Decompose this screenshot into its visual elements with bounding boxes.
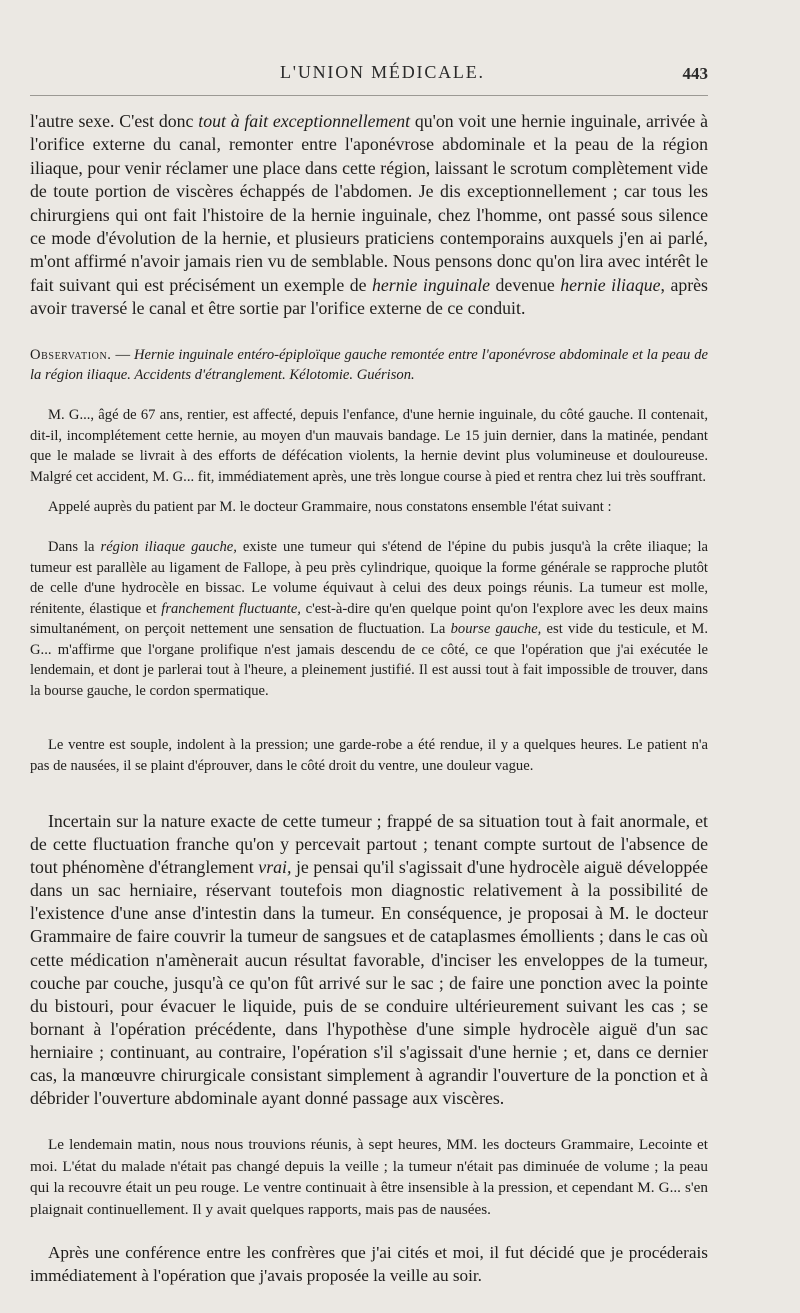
- observation-title: Hernie inguinale entéro-épiploïque gauche remontée entre l'aponévrose abdominale et la peau de la région iliaque. Accidents d'étranglement. Kélotomie. Guérison.: [30, 347, 708, 383]
- diagnosis-paragraph: [30, 810, 708, 1110]
- opening-paragraph: [30, 110, 708, 321]
- diagnosis-text-2: je pensai qu'il s'agissait d'une hydrocèle aiguë développée dans un sac herniaire, réservant toutefois mon diagnostic relativement à la possibilité de l'existence d'une anse d'intestin dans la tumeur. En conséquence, je proposai à M. le docteur Grammaire de faire couvrir la tumeur de sangsues et de cataplasmes émollients ; dans le cas où cette médication n'amènerait aucun résultat favorable, d'inciser les enveloppes de la tumeur, couche par couche, jusqu'à ce qu'on fût arrivé sur le sac ; de faire une ponction avec la pointe du bistouri, pour évacuer le liquide, puis de se conduire ultérieurement suivant les cas ; se bornant à l'opération précédente, dans l'hypothèse d'une simple hydrocèle aiguë d'un sac herniaire ; continuant, au contraire, l'opération s'il s'agissait d'une hernie ; et, dans ce dernier cas, la manœuvre chirurgicale consistant simplement à agrandir l'ouverture de la ponction et à débrider l'ouverture abdominale ayant donné passage aux viscères.: [30, 857, 708, 1109]
- observation-heading: [30, 345, 708, 385]
- opening-text-4: , après avoir traversé le canal et être sortie par l'orifice externe de ce conduit.: [30, 274, 708, 319]
- diagnosis-italic-1: vrai,: [258, 857, 292, 878]
- page-number: 443: [682, 64, 708, 83]
- case-history-paragraph: M. G..., âgé de 67 ans, rentier, est affecté, depuis l'enfance, d'une hernie inguinale, du côté gauche. Il contenait, dit-il, incomplétement cette hernie, au moyen d'un mauvais bandage. Le 15 juin dernier, dans la matinée, pendant que le malade se livrait à des efforts de défécation violents, la hernie devint plus volumineuse et douloureuse. Malgré cet accident, M. G... fit, immédiatement après, une très longue course à pied et rentra chez lui très souffrant.: [30, 407, 708, 485]
- observation-label: Observation.: [30, 347, 112, 363]
- next-morning-paragraph: Le lendemain matin, nous nous trouvions réunis, à sept heures, MM. les docteurs Grammaire, Lecointe et moi. L'état du malade n'était pas changé depuis la veille ; la tumeur n'était pas diminuée de volume ; la peau qui la recouvre était un peu rouge. Le ventre continuait à être insensible à la pression, et cependant M. G... s'en plaignait continuellement. Il y avait quelques rapports, mais pas de nausées.: [30, 1136, 708, 1218]
- tumor-text-4: est vide du testicule, et M. G... m'affirme que l'organe prolifique n'est jamais descendu de ce côté, ce que l'opération que j'ai exécutée le lendemain, et dont je parlerai tout à l'heure, a pleinement justifié. Il est aussi tout à fait impossible de trouver, dans la bourse gauche, le cordon spermatique.: [30, 621, 708, 699]
- decision-paragraph: Après une conférence entre les confrères que j'ai cités et moi, il fut décidé que je procéderais immédiatement à l'opération que j'avais proposée la veille au soir.: [30, 1243, 708, 1285]
- opening-italic-1: tout à fait exceptionnellement: [198, 111, 411, 131]
- observation-dash: —: [111, 347, 134, 363]
- header-rule: [30, 95, 708, 96]
- tumor-italic-2: franchement fluctuante,: [161, 600, 301, 617]
- opening-text-3: devenue: [490, 274, 561, 295]
- tumor-text-1: Dans la: [48, 539, 101, 555]
- tumor-text-3: c'est-à-dire qu'en quelque point qu'on l'explore avec les deux mains simultanément, on perçoit nettement une sensation de fluctuation. La: [30, 600, 709, 637]
- examination-intro-paragraph: Appelé auprès du patient par M. le docteur Grammaire, nous constatons ensemble l'état suivant :: [48, 499, 612, 515]
- abdomen-paragraph: Le ventre est souple, indolent à la pression; une garde-robe a été rendue, il y a quelques heures. Le patient n'a pas de nausées, il se plaint d'éprouver, dans le côté droit du ventre, une douleur vague.: [30, 737, 708, 774]
- diagnosis-text-1: Incertain sur la nature exacte de cette tumeur ; frappé de sa situation tout à fait anormale, et de cette fluctuation franche qu'on y percevait partout ; tenant compte surtout de l'absence de tout phénomène d'étranglement: [30, 811, 708, 878]
- tumor-text-2: existe une tumeur qui s'étend de l'épine du pubis jusqu'à la crête iliaque; la tumeur est parallèle au ligament de Fallope, à peu près cylindrique, quoique la forme générale se rapproche plutôt de celle d'une hydrocèle en bissac. Le volume équivaut à celui des deux poings réunis. La tumeur est molle, rénitente, élastique et: [30, 539, 708, 617]
- page-header: [30, 62, 708, 92]
- tumor-italic-3: bourse gauche,: [450, 621, 542, 637]
- tumor-description-paragraph: [30, 537, 708, 701]
- opening-italic-3: hernie iliaque: [560, 274, 661, 295]
- opening-text-2: qu'on voit une hernie inguinale, arrivée à l'orifice externe du canal, remonter entre l'aponévrose abdominale et la peau de la région iliaque, pour venir réclamer une place dans cette région, laissant le scrotum complètement vide de toute portion de viscères échappés de l'abdomen. Je dis exceptionnellement ; car tous les chirurgiens qui ont fait l'histoire de la hernie inguinale, chez l'homme, ont passé sous silence ce mode d'évolution de la hernie, et plusieurs praticiens contemporains auxquels j'en ai parlé, m'ont affirmé n'avoir jamais rien vu de semblable. Nous pensons donc qu'on lira avec intérêt le fait suivant qui est précisément un exemple de: [30, 111, 708, 295]
- opening-italic-2: hernie inguinale: [372, 274, 491, 295]
- running-title: L'UNION MÉDICALE.: [280, 62, 485, 82]
- tumor-italic-1: région iliaque gauche,: [100, 539, 237, 555]
- opening-text-1: l'autre sexe. C'est donc: [30, 111, 199, 131]
